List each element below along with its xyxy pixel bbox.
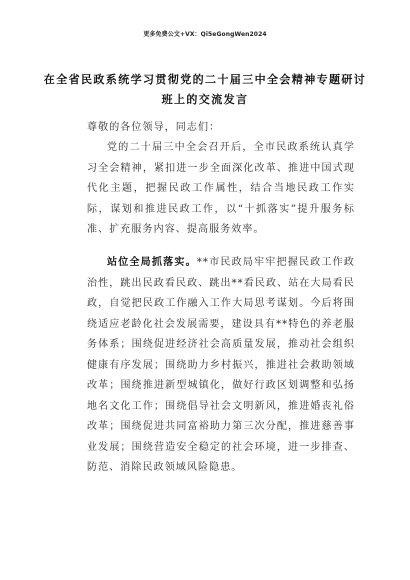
paragraph-body: **市民政局牢牢把握民政工作政治性，跳出民政看民政、跳出**看民政、站在大局看民政，自觉把民政工作融入工作大局思考谋划。今后将围绕适应老龄化社会发展需要，建设具有**特色的养老服务体系；围绕促进经济社会高质量发展，推动社会组织健康有序发展；围绕助力乡村振兴，推进社会救助领域改革；围绕推进新型城镇化，做好行政区划调整和弘扬地名文化工作；围绕倡导社会文明新风，推进婚丧礼俗改革；围绕促进共同富裕助力第三次分配，推进慈善事业发展；围绕营造安全稳定的社会环境，进一步排查、防范、消除民政领域风险隐患。 <box>87 257 355 473</box>
paragraph-intro: 党的二十届三中全会召开后，全市民政系统认真学习全会精神，紧扣进一步全面深化改革、推进中国式现代化主题，把握民政工作属性，结合当地民政工作实际，谋划和推进民政工作，以“十抓落实”提升服务标准、扩充服务内容、提高服务效率。 <box>87 142 355 235</box>
paragraph-lead: 站位全局抓落实。 <box>107 257 197 268</box>
document-title: 在全省民政系统学习贯彻党的二十届三中全会精神专题研讨班上的交流发言 <box>43 73 367 106</box>
header-note: 更多免费公文+VX：Qi5eGongWen2024 <box>143 31 267 38</box>
paragraph-overall-situation <box>87 253 355 479</box>
salutation: 尊敬的各位领导，同志们： <box>87 122 221 133</box>
